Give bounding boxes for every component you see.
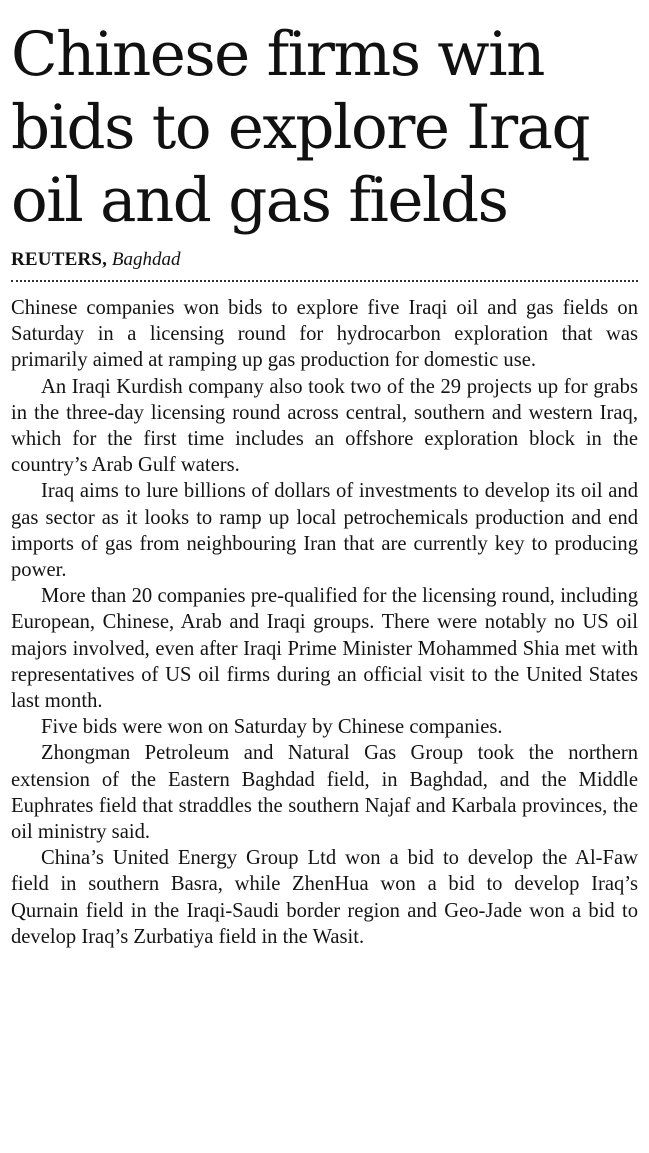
body-paragraph: Iraq aims to lure billions of dollars of investments to develop its oil and gas sector as it looks to ramp up local petrochemicals production and end imports of gas from neighbouring Iran that are currently key to producing power. — [11, 480, 638, 582]
body-paragraph: An Iraqi Kurdish company also took two of the 29 projects up for grabs in the three-day licensing round across central, southern and western Iraq, which for the first time includes an offshore exploration block in the country’s Arab Gulf waters. — [11, 375, 638, 477]
headline-line: Chinese firms win — [11, 19, 544, 90]
news-article — [11, 18, 638, 950]
body-paragraph: China’s United Energy Group Ltd won a bid to develop the Al-Faw field in southern Basra, while ZhenHua won a bid to develop Iraq’s Qurnain field in the Iraqi-Saudi border region and Geo-Jade won a bid to develop Iraq’s Zurbatiya field in the Wasit. — [11, 847, 638, 948]
body-paragraph: Zhongman Petroleum and Natural Gas Group took the northern extension of the Eastern Baghdad field, in Baghdad, and the Middle Euphrates field that straddles the southern Najaf and Karbala provinces, the oil ministry said. — [11, 742, 638, 844]
byline — [11, 249, 638, 271]
article-body — [11, 295, 638, 950]
headline-line: bids to explore Iraq — [11, 92, 590, 163]
body-paragraph: More than 20 companies pre-qualified for the licensing round, including European, Chinese, Arab and Iraqi groups. There were notably no US oil majors involved, even after Iraqi Prime Minister Mohammed Shia met with representatives of US oil firms during an official visit to the United States last month. — [11, 585, 638, 713]
byline-location: Baghdad — [111, 249, 181, 270]
headline-line: oil and gas fields — [11, 165, 508, 236]
byline-agency: REUTERS, — [11, 249, 108, 270]
body-paragraph: Chinese companies won bids to explore five Iraqi oil and gas fields on Saturday in a licensing round for hydrocarbon exploration that was primarily aimed at ramping up gas production for domestic use. — [11, 297, 638, 372]
article-headline — [11, 18, 638, 237]
body-paragraph: Five bids were won on Saturday by Chinese companies. — [41, 716, 503, 739]
dotted-divider — [11, 280, 638, 282]
